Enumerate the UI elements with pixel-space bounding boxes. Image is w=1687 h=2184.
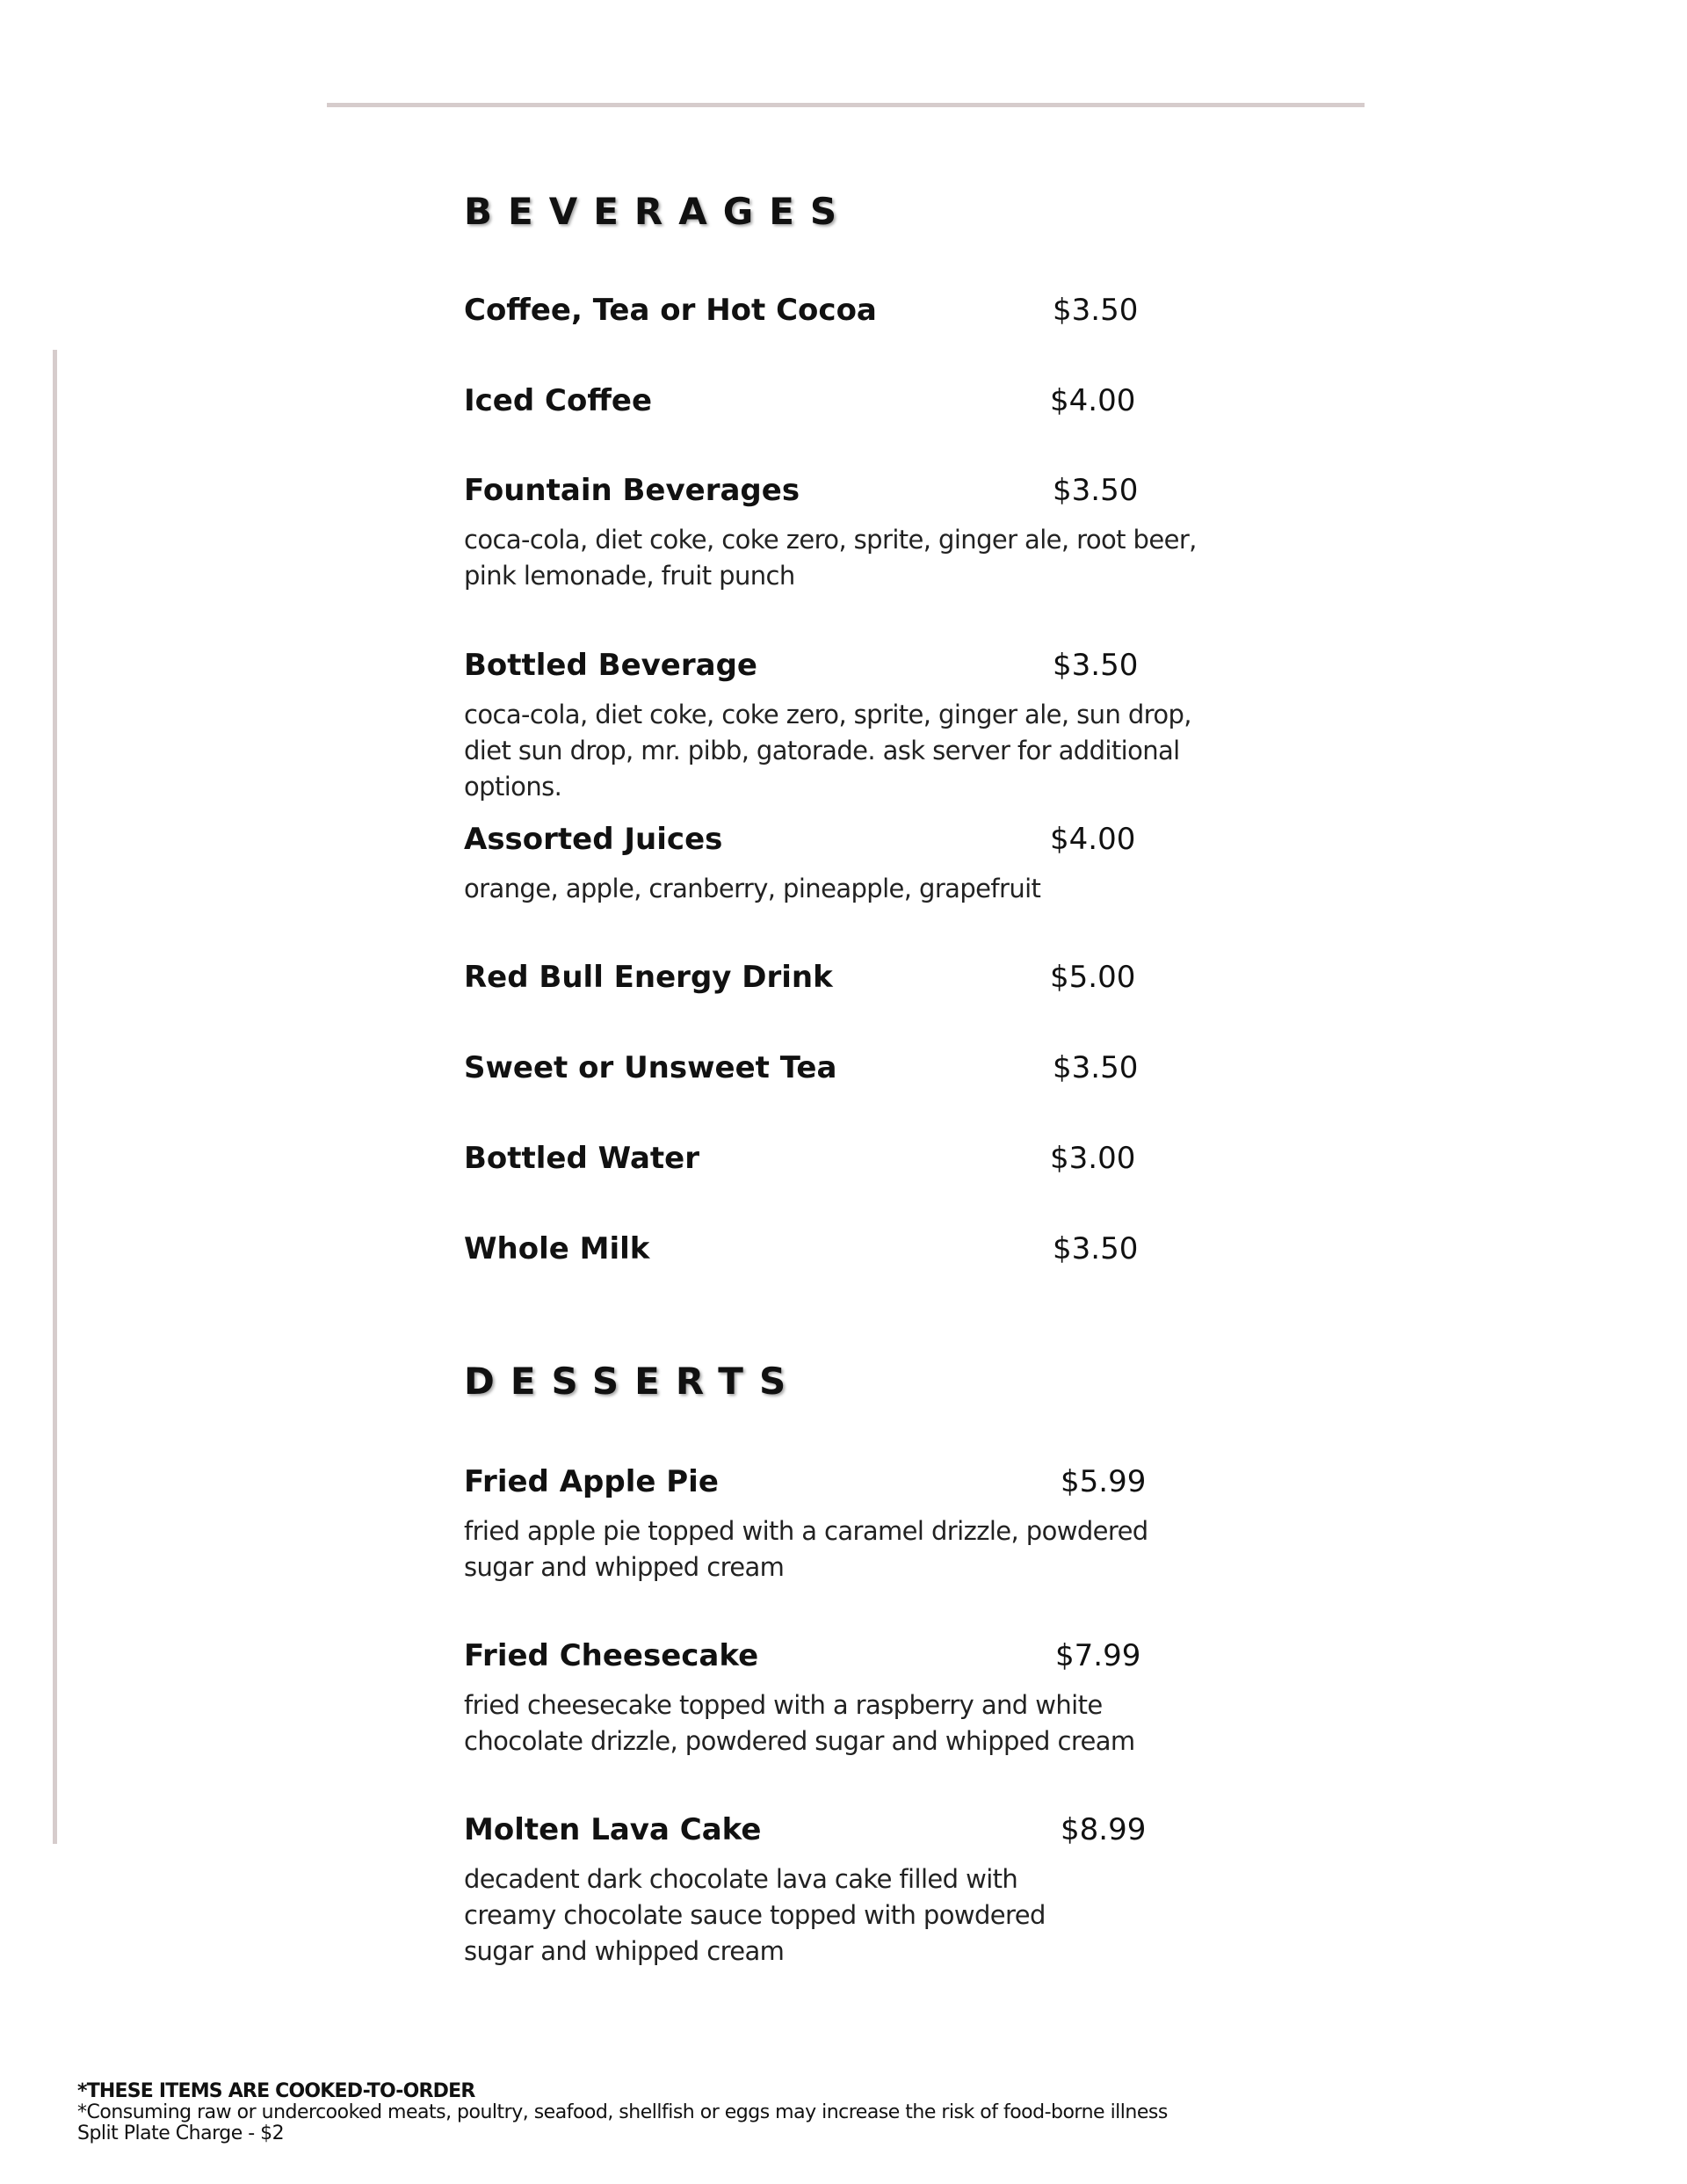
item-description: fried cheesecake topped with a raspberry and white chocolate drizzle, powdered sugar and whipped cream [464,1690,1135,1756]
item-price: $3.50 [1053,648,1139,683]
item-name: Red Bull Energy Drink [464,960,833,995]
consumption-warning: *Consuming raw or undercooked meats, poultry, seafood, shellfish or eggs may increase the risk of food-borne illness [77,2101,1168,2123]
item-name: Coffee, Tea or Hot Cocoa [464,293,877,328]
cooked-to-order-note: *THESE ITEMS ARE COOKED-TO-ORDER [77,2080,475,2102]
item-description: orange, apple, cranberry, pineapple, grapefruit [464,874,1041,903]
item-description: decadent dark chocolate lava cake filled with creamy chocolate sauce topped with powdered sugar and whipped cream [464,1864,1046,1966]
item-description: coca-cola, diet coke, coke zero, sprite, ginger ale, root beer, pink lemonade, fruit punch [464,525,1197,591]
item-name: Fried Apple Pie [464,1464,719,1499]
desserts-heading: DESSERTS [464,1360,802,1403]
item-price: $3.50 [1053,293,1139,328]
item-price: $4.00 [1050,383,1136,418]
top-divider [327,103,1365,107]
item-name: Molten Lava Cake [464,1812,762,1847]
item-price: $3.00 [1050,1141,1136,1176]
item-name: Fried Cheesecake [464,1638,759,1673]
item-name: Bottled Water [464,1141,699,1176]
item-price: $4.00 [1050,822,1136,857]
item-price: $7.99 [1055,1638,1141,1673]
item-description: fried apple pie topped with a caramel drizzle, powdered sugar and whipped cream [464,1516,1148,1582]
footer-notes [77,2081,1168,2144]
item-price: $3.50 [1053,1231,1139,1266]
item-price: $5.99 [1061,1464,1147,1499]
side-divider [53,350,57,1844]
beverages-heading: BEVERAGES [464,190,853,233]
item-name: Whole Milk [464,1231,650,1266]
item-name: Bottled Beverage [464,648,757,683]
item-price: $8.99 [1061,1812,1147,1847]
item-name: Sweet or Unsweet Tea [464,1050,837,1085]
item-description: coca-cola, diet coke, coke zero, sprite, ginger ale, sun drop, diet sun drop, mr. pibb, gatorade. ask server for additional options. [464,700,1191,802]
item-price: $3.50 [1053,1050,1139,1085]
item-name: Iced Coffee [464,383,653,418]
item-price: $5.00 [1050,960,1136,995]
split-plate-charge: Split Plate Charge - $2 [77,2122,285,2144]
item-name: Assorted Juices [464,822,723,857]
item-price: $3.50 [1053,473,1139,508]
item-name: Fountain Beverages [464,473,800,508]
